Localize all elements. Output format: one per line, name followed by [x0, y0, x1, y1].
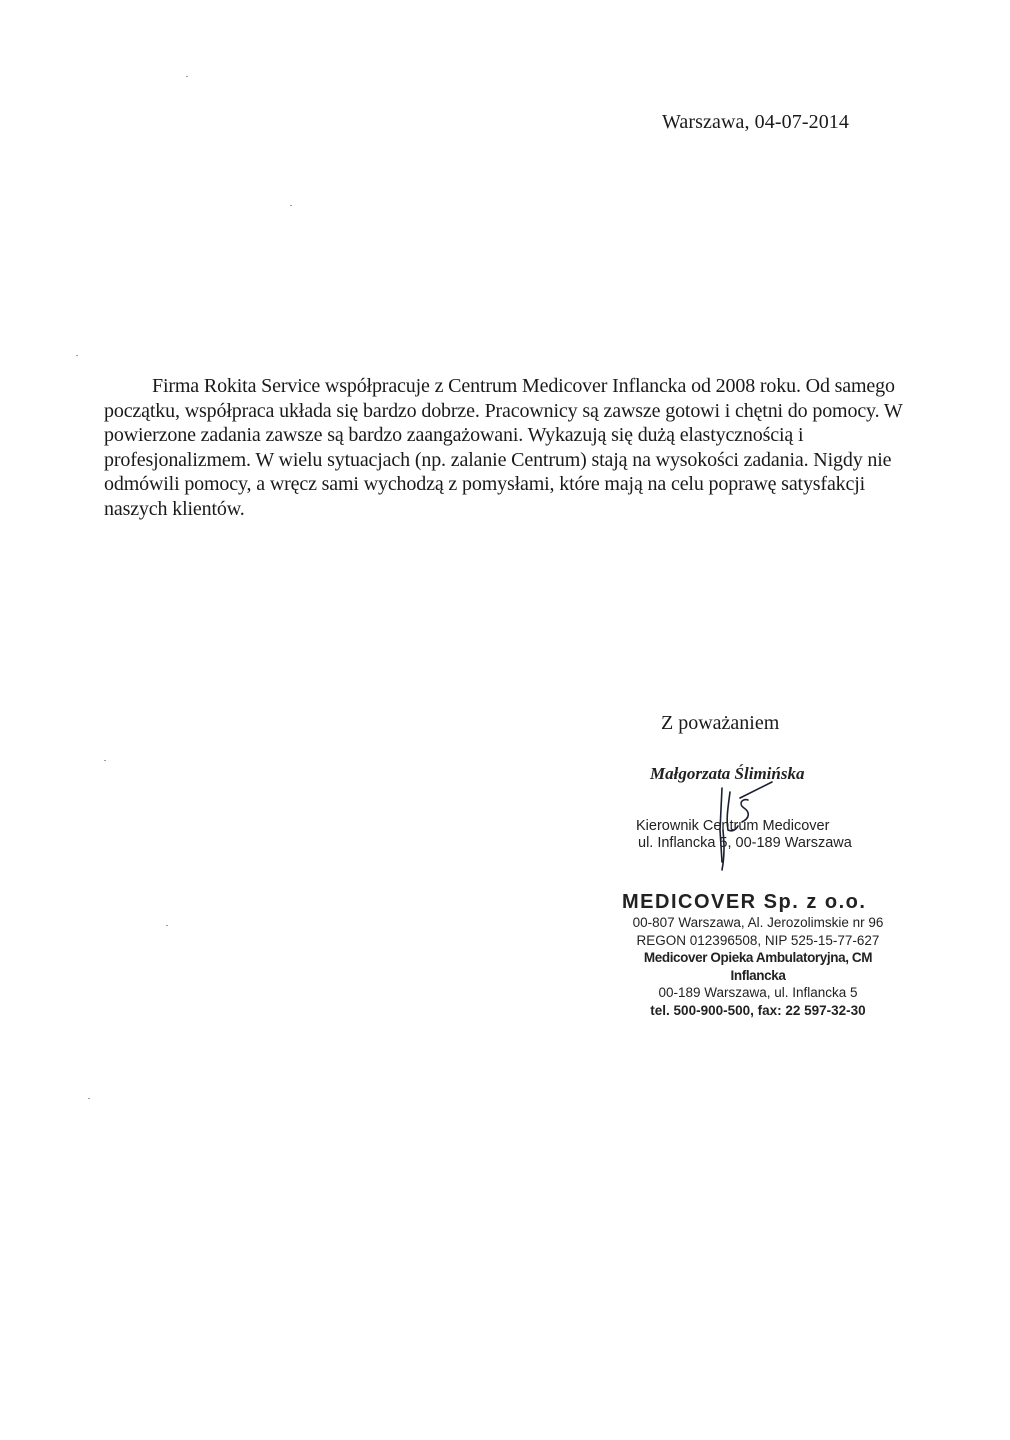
scan-speck	[76, 355, 78, 356]
letter-body: Firma Rokita Service współpracuje z Centrum Medicover Inflancka od 2008 roku. Od samego początku, współpraca układa się bardzo dobrze. Pracownicy są zawsze gotowi i chętni do pomocy. W powierzone zadania zawsze są bardzo zaangażowani. Wykazują się dużą elastycznością i profesjonalizmem. W wielu sytuacjach (np. zalanie Centrum) stają na wysokości zadania. Nigdy nie odmówili pomocy, a wręcz sami wychodzą z pomysłami, które mają na celu poprawę satysfakcji naszych klientów.	[104, 375, 903, 520]
company-name: MEDICOVER Sp. z o.o.	[622, 891, 867, 913]
closing-salutation: Z poważaniem	[661, 712, 780, 734]
company-unit: Medicover Opieka Ambulatoryjna, CM Inflancka	[643, 950, 873, 983]
company-stamp	[622, 890, 894, 1019]
signatory-name: Małgorzata Ślimińska	[650, 764, 805, 783]
signatory-stamp	[636, 818, 852, 852]
scan-speck	[166, 925, 168, 926]
signatory-role: Kierownik Centrum Medicover	[636, 818, 830, 834]
company-unit-address: 00-189 Warszawa, ul. Inflancka 5	[658, 985, 858, 1000]
company-contact: tel. 500-900-500, fax: 22 597-32-30	[650, 1002, 866, 1018]
scan-speck	[186, 76, 188, 77]
scan-speck	[88, 1098, 90, 1099]
scan-speck	[104, 760, 106, 761]
scan-speck	[290, 205, 292, 206]
place-date: Warszawa, 04-07-2014	[662, 111, 849, 133]
signatory-address: ul. Inflancka 5, 00-189 Warszawa	[638, 835, 852, 851]
company-address: 00-807 Warszawa, Al. Jerozolimskie nr 96	[632, 915, 884, 930]
company-registry: REGON 012396508, NIP 525-15-77-627	[636, 932, 880, 948]
